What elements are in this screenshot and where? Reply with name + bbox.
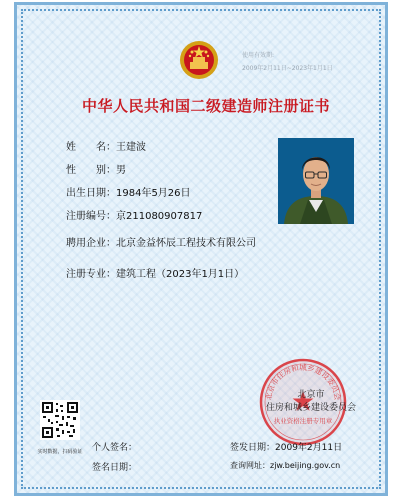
certificate-title: 中华人民共和国二级建造师注册证书 <box>81 97 330 115</box>
name-value: 王建波 <box>116 142 146 153</box>
validity-label: 使用有效期: <box>242 52 275 59</box>
regno-row <box>66 207 202 222</box>
qr-code[interactable] <box>40 400 80 440</box>
issue-date-label: 签发日期： <box>230 443 276 453</box>
employer-label: 聘用企业： <box>66 238 116 249</box>
regno-value: 京211080907817 <box>116 211 203 222</box>
name-label: 姓 名： <box>66 142 116 153</box>
gender-value: 男 <box>116 165 126 176</box>
issuer-line1: 北京市 <box>297 390 325 400</box>
regno-label: 注册编号： <box>66 211 116 222</box>
specialty-label: 注册专业： <box>66 269 116 280</box>
issue-date-row <box>230 440 342 453</box>
gender-row <box>66 161 126 176</box>
issue-date-value: 2009年2月11日 <box>275 443 343 453</box>
qr-caption: 实时数据，扫码验证 <box>37 449 83 455</box>
seal-arc-text: 北京市住房和城乡建设委员会 <box>263 363 343 401</box>
validity-range: 2009年2月11日~2023年1月1日 <box>242 65 333 72</box>
dob-label: 出生日期： <box>66 188 116 199</box>
dob-value: 1984年5月26日 <box>116 188 191 199</box>
query-site-link[interactable]: zjw.beijing.gov.cn <box>270 461 341 470</box>
employer-value: 北京金益怀辰工程技术有限公司 <box>116 238 256 249</box>
sign-date-label: 签名日期： <box>92 463 138 473</box>
seal-bottom-text: 执业资格注册专用章 <box>273 417 333 425</box>
issuer-line2: 住房和城乡建设委员会 <box>266 403 357 413</box>
national-emblem-icon <box>179 40 219 80</box>
query-site-row <box>230 460 340 471</box>
gender-label: 性 别： <box>66 165 116 176</box>
query-site-label: 查询网址： <box>230 461 270 470</box>
employer-row <box>66 234 256 249</box>
specialty-row <box>66 265 244 280</box>
dob-row <box>66 184 191 199</box>
id-photo <box>278 138 354 224</box>
specialty-value: 建筑工程（2023年1月1日） <box>116 269 245 280</box>
personal-sign-label: 个人签名： <box>92 443 138 453</box>
name-row <box>66 138 146 153</box>
